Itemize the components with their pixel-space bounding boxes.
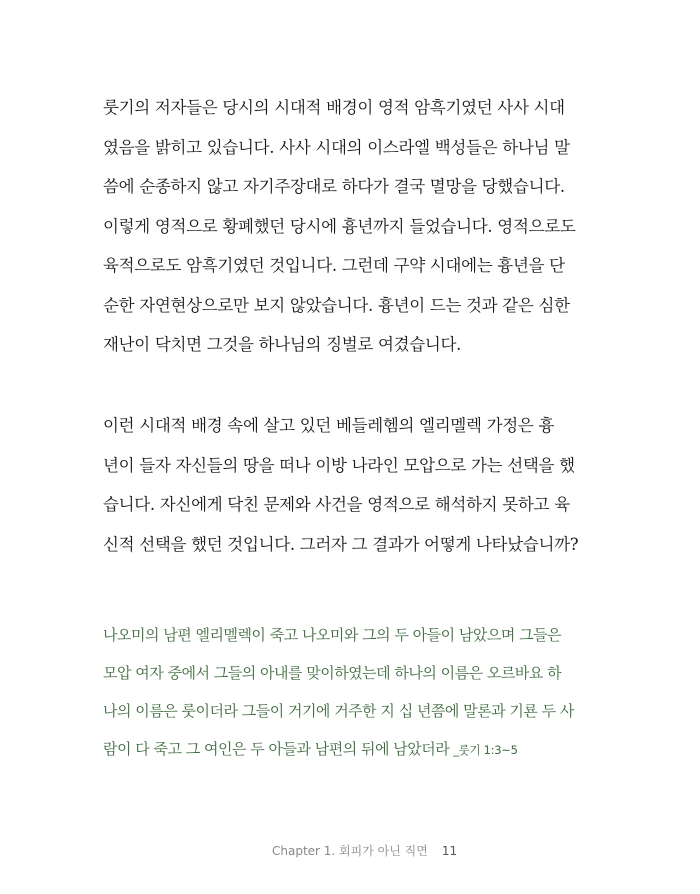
scripture-quote [103,616,603,768]
paragraph-line: 이렇게 영적으로 황폐했던 당시에 흉년까지 들었습니다. 영적으로도 [103,216,576,236]
paragraph-line: 년이 들자 자신들의 땅을 떠나 이방 나라인 모압으로 가는 선택을 했 [103,455,575,475]
scripture-line: 나의 이름은 룻이더라 그들이 거기에 거주한 지 십 년쯤에 말론과 기룐 두 사 [103,702,574,720]
page-footer [272,842,457,859]
paragraph-line: 재난이 닥치면 그것을 하나님의 징벌로 여겼습니다. [103,335,462,354]
paragraph-line: 룻기의 저자들은 당시의 시대적 배경이 영적 암흑기였던 사사 시대 [103,98,565,117]
scripture-line: 나오미의 남편 엘리멜렉이 죽고 나오미와 그의 두 아들이 남았으며 그들은 [103,626,562,644]
paragraph-1 [103,88,601,365]
paragraph-line: 신적 선택을 했던 것입니다. 그러자 그 결과가 어떻게 나타났습니까? [103,534,579,554]
scripture-reference: _룻기 1:3~5 [453,743,518,757]
chapter-title: Chapter 1. 회피가 아닌 직면 [272,844,428,858]
paragraph-line: 씀에 순종하지 않고 자기주장대로 하다가 결국 멸망을 당했습니다. [103,177,565,196]
paragraph-line: 였음을 밝히고 있습니다. 사사 시대의 이스라엘 백성들은 하나님 말 [103,137,570,157]
paragraph-line: 습니다. 자신에게 닥친 문제와 사건을 영적으로 해석하지 못하고 육 [103,495,570,514]
scripture-line: 모압 여자 중에서 그들의 아내를 맞이하였는데 하나의 이름은 오르바요 하 [103,664,562,682]
paragraph-line: 순한 자연현상으로만 보지 않았습니다. 흉년이 드는 것과 같은 심한 [103,295,570,315]
paragraph-line: 육적으로도 암흑기였던 것입니다. 그런데 구약 시대에는 흉년을 단 [103,256,565,275]
page-number: 11 [441,844,458,858]
scripture-line-last [103,730,603,768]
paragraph-line: 이런 시대적 배경 속에 살고 있던 베들레헴의 엘리멜렉 가정은 흉 [103,416,555,435]
paragraph-2 [103,406,601,564]
scripture-line-text: 람이 다 죽고 그 여인은 두 아들과 남편의 뒤에 남았더라 [103,740,450,758]
